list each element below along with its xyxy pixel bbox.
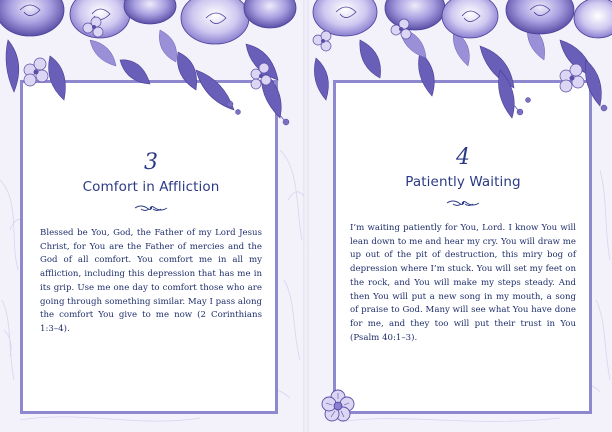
flourish-divider-icon [133, 203, 169, 213]
devotion-number: 4 [456, 145, 470, 170]
small-flower-icon [318, 386, 358, 426]
devotion-title: Comfort in Affliction [82, 179, 220, 195]
flourish-divider-icon [445, 198, 481, 208]
devotion-title: Patiently Waiting [405, 174, 521, 190]
left-card-content [40, 152, 262, 337]
right-card-content [350, 147, 576, 345]
devotion-prayer-text: I’m waiting patiently for You, Lord. I know You will lean down to me and hear my cry. You will draw me up out of the pit of destruction, this miry bog of depression where I’m stuck. You will set my feet on the rock, and You will make my steps steady. And then You will put a new song in my mouth, a song of praise to God. Many will see what You have done for me, and they too will put their trust in You (Psalm 40:1–3). [350, 223, 576, 343]
devotion-prayer-text: Blessed be You, God, the Father of my Lord Jesus Christ, for You are the Father of mercies and the God of all comfort. You comfort me in all my affliction, including this depression that has me in its grip. Use me one day to comfort those who are going through something similar. May I pass along the comfort You give to me now (2 Corinthians 1:3–4). [40, 228, 262, 334]
devotion-number: 3 [144, 150, 158, 175]
